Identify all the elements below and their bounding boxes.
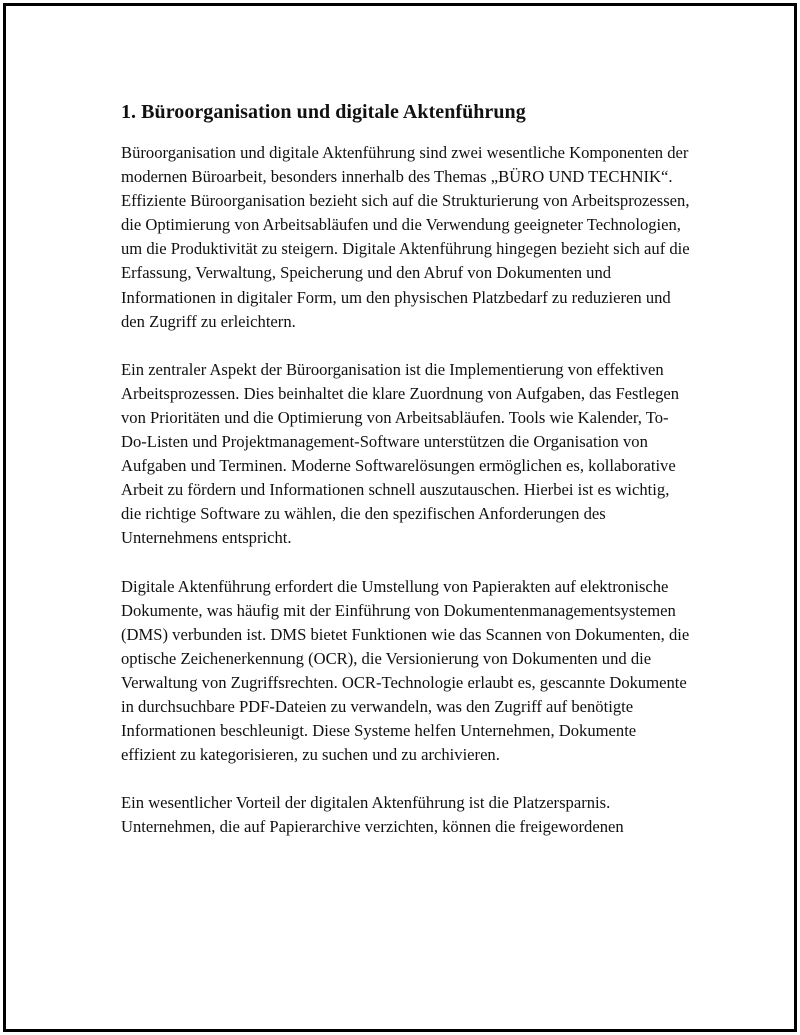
document-body bbox=[121, 94, 691, 863]
paragraph-space-saving: Ein wesentlicher Vorteil der digitalen Aktenführung ist die Platzersparnis. Unternehmen, die auf Papierarchive verzichten, können die freigewordenen bbox=[121, 793, 624, 837]
paragraph-work-processes: Ein zentraler Aspekt der Büroorganisation ist die Implementierung von effektiven Arbeitsprozessen. Dies beinhaltet die klare Zuordnung von Aufgaben, das Festlegen von Prioritäten und die Optimierung von Arbeitsabläufen. Tools wie Kalender, To-Do-Listen und Projektmanagement-Software unterstützen die Organisation von Aufgaben und Terminen. Moderne Softwarelösungen ermöglichen es, kollaborative Arbeit zu fördern und Informationen schnell auszutauschen. Hierbei ist es wichtig, die richtige Software zu wählen, die den spezifischen Anforderungen des Unternehmens entspricht. bbox=[121, 359, 680, 548]
paragraph-digital-records: Digitale Aktenführung erfordert die Umstellung von Papierakten auf elektronische Dokumente, was häufig mit der Einführung von Dokumentenmanagementsystemen (DMS) verbunden ist. DMS bietet Funktionen wie das Scannen von Dokumenten, die optische Zeichenerkennung (OCR), die Versionierung von Dokumenten und die Verwaltung von Zugriffsrechten. OCR-Technologie erlaubt es, gescannte Dokumente in durchsuchbare PDF-Dateien zu verwandeln, was den Zugriff auf benötigte Informationen beschleunigt. Diese Systeme helfen Unternehmen, Dokumente effizient zu kategorisieren, zu suchen und zu archivieren. bbox=[121, 576, 690, 765]
paragraph-intro: Büroorganisation und digitale Aktenführung sind zwei wesentliche Komponenten der modernen Büroarbeit, besonders innerhalb des Themas „BÜRO UND TECHNIK“. Effiziente Büroorganisation bezieht sich auf die Strukturierung von Arbeitsprozessen, die Optimierung von Arbeitsabläufen und die Verwendung geeigneter Technologien, um die Produktivität zu steigern. Digitale Aktenführung hingegen bezieht sich auf die Erfassung, Verwaltung, Speicherung und den Abruf von Dokumenten und Informationen in digitaler Form, um den physischen Platzbedarf zu reduzieren und den Zugriff zu erleichtern. bbox=[121, 143, 690, 331]
document-page bbox=[3, 3, 797, 1032]
section-heading: 1. Büroorganisation und digitale Aktenführung bbox=[121, 101, 526, 123]
